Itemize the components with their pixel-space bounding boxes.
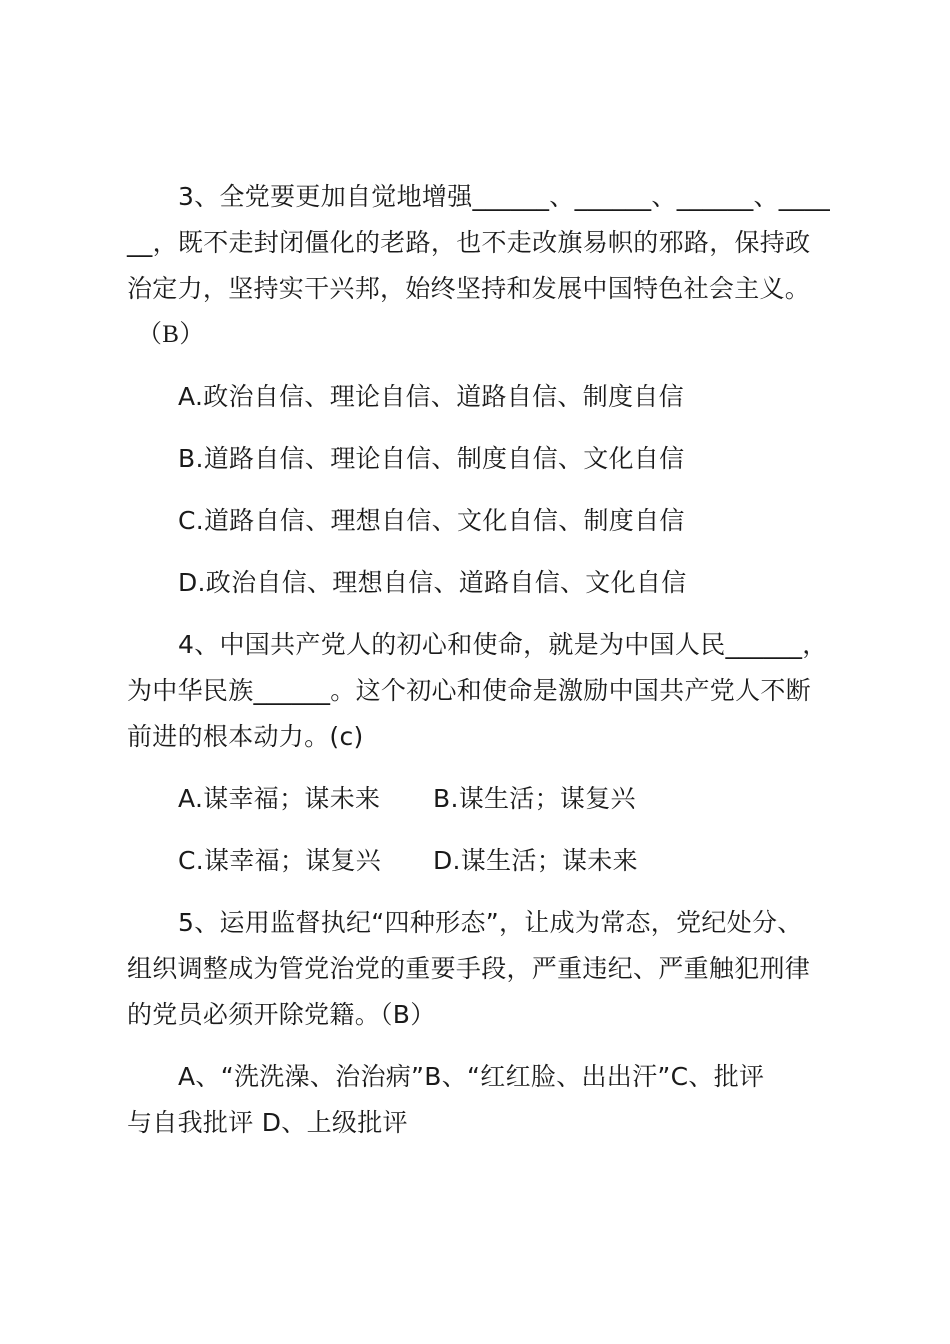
question-3-option-a: A.政治自信、理论自信、道路自信、制度自信	[178, 382, 684, 411]
question-4-option-b: B.谋生活；谋复兴	[433, 784, 636, 813]
question-3-line-3: 治定力，坚持实干兴邦，始终坚持和发展中国特色社会主义。	[127, 274, 811, 303]
question-3-answer: （B）	[137, 321, 205, 348]
question-3-option-b: B.道路自信、理论自信、制度自信、文化自信	[178, 444, 685, 473]
question-3-line-1: 3、全党要更加自觉地增强______、______、______、____	[178, 182, 831, 211]
question-4-option-c: C.谋幸福；谋复兴	[178, 846, 382, 875]
question-5-line-3: 的党员必须开除党籍。（B）	[127, 1000, 436, 1029]
question-5-line-2: 组织调整成为管党治党的重要手段，严重违纪、严重触犯刑律	[127, 954, 811, 983]
question-4-option-a: A.谋幸福；谋未来	[178, 784, 381, 813]
question-5-line-1: 5、运用监督执纪“四种形态”，让成为常态，党纪处分、	[178, 908, 803, 937]
question-5-options-line-2: 与自我批评 D、上级批评	[127, 1108, 408, 1137]
question-4-option-d: D.谋生活；谋未来	[433, 846, 638, 875]
question-5-options-line-1: A、“洗洗澡、治治病”B、“红红脸、出出汗”C、批评	[178, 1062, 765, 1091]
question-3-line-2: __，既不走封闭僵化的老路，也不走改旗易帜的邪路，保持政	[127, 228, 811, 257]
question-4-options-row-1	[178, 782, 888, 816]
question-3-option-c: C.道路自信、理想自信、文化自信、制度自信	[178, 506, 685, 535]
question-4-options-row-2	[178, 844, 888, 878]
question-4-line-2: 为中华民族______。这个初心和使命是激励中国共产党人不断	[127, 676, 812, 705]
question-3-option-d: D.政治自信、理想自信、道路自信、文化自信	[178, 568, 687, 597]
question-4-line-1: 4、中国共产党人的初心和使命，就是为中国人民______，	[178, 630, 828, 659]
question-4-line-3: 前进的根本动力。(c)	[127, 722, 364, 751]
